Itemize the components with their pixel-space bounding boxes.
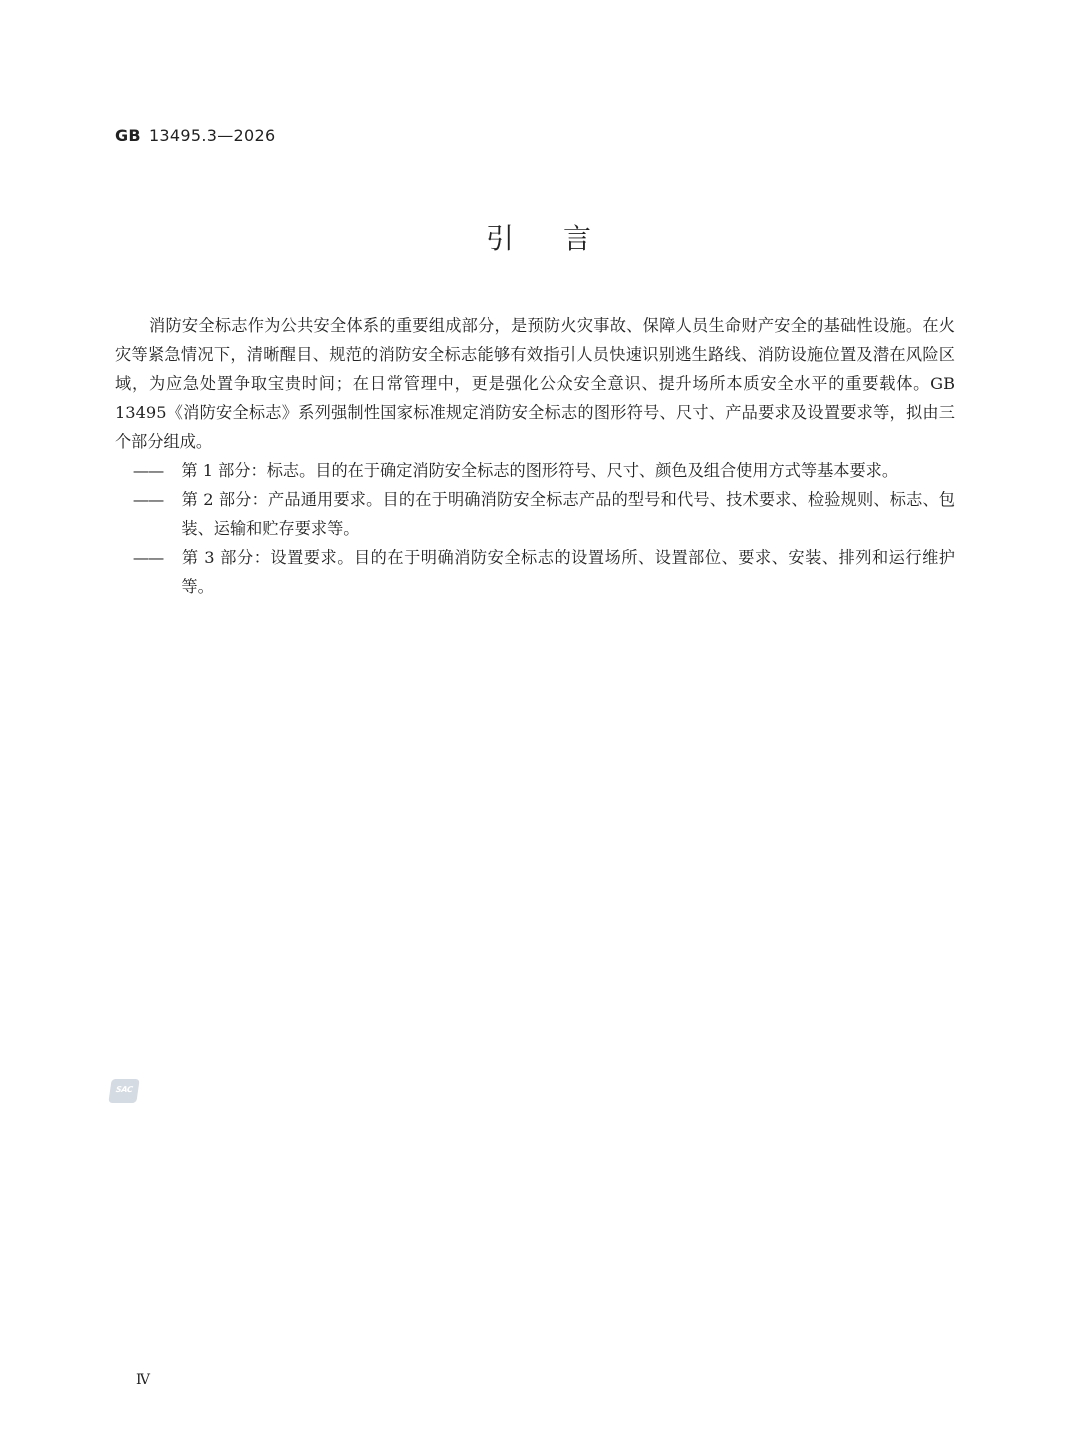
intro-paragraph: 消防安全标志作为公共安全体系的重要组成部分，是预防火灾事故、保障人员生命财产安全的基础性设施。在火灾等紧急情况下，清晰醒目、规范的消防安全标志能够有效指引人员快速识别逃生路线、消防设施位置及潜在风险区域，为应急处置争取宝贵时间；在日常管理中，更是强化公众安全意识、提升场所本质安全水平的重要载体。GB 13495《消防安全标志》系列强制性国家标准规定消防安全标志的图形符号、尺寸、产品要求及设置要求等，拟由三个部分组成。 (115, 316, 955, 451)
list-dash: —— (132, 548, 164, 567)
sac-logo-icon (108, 1079, 139, 1103)
part-3-text: 第 3 部分：设置要求。目的在于明确消防安全标志的设置场所、设置部位、要求、安装、排列和运行维护等。 (181, 548, 955, 596)
part-2-text: 第 2 部分：产品通用要求。目的在于明确消防安全标志产品的型号和代号、技术要求、检验规则、标志、包装、运输和贮存要求等。 (181, 490, 955, 538)
list-item-part-3 (115, 543, 955, 601)
part-1-text: 第 1 部分：标志。目的在于确定消防安全标志的图形符号、尺寸、颜色及组合使用方式等基本要求。 (181, 461, 899, 480)
standard-prefix: GB (115, 126, 141, 145)
sac-logo-text: SAC (115, 1085, 134, 1094)
introduction-body (115, 311, 955, 601)
list-item-part-1 (115, 456, 955, 485)
standard-code-header (115, 126, 275, 145)
list-item-part-2 (115, 485, 955, 543)
list-dash: —— (132, 461, 164, 480)
page-number: Ⅳ (136, 1372, 150, 1388)
list-dash: —— (132, 490, 164, 509)
page-title: 引 言 (486, 222, 594, 255)
standard-number: 13495.3—2026 (148, 126, 276, 145)
